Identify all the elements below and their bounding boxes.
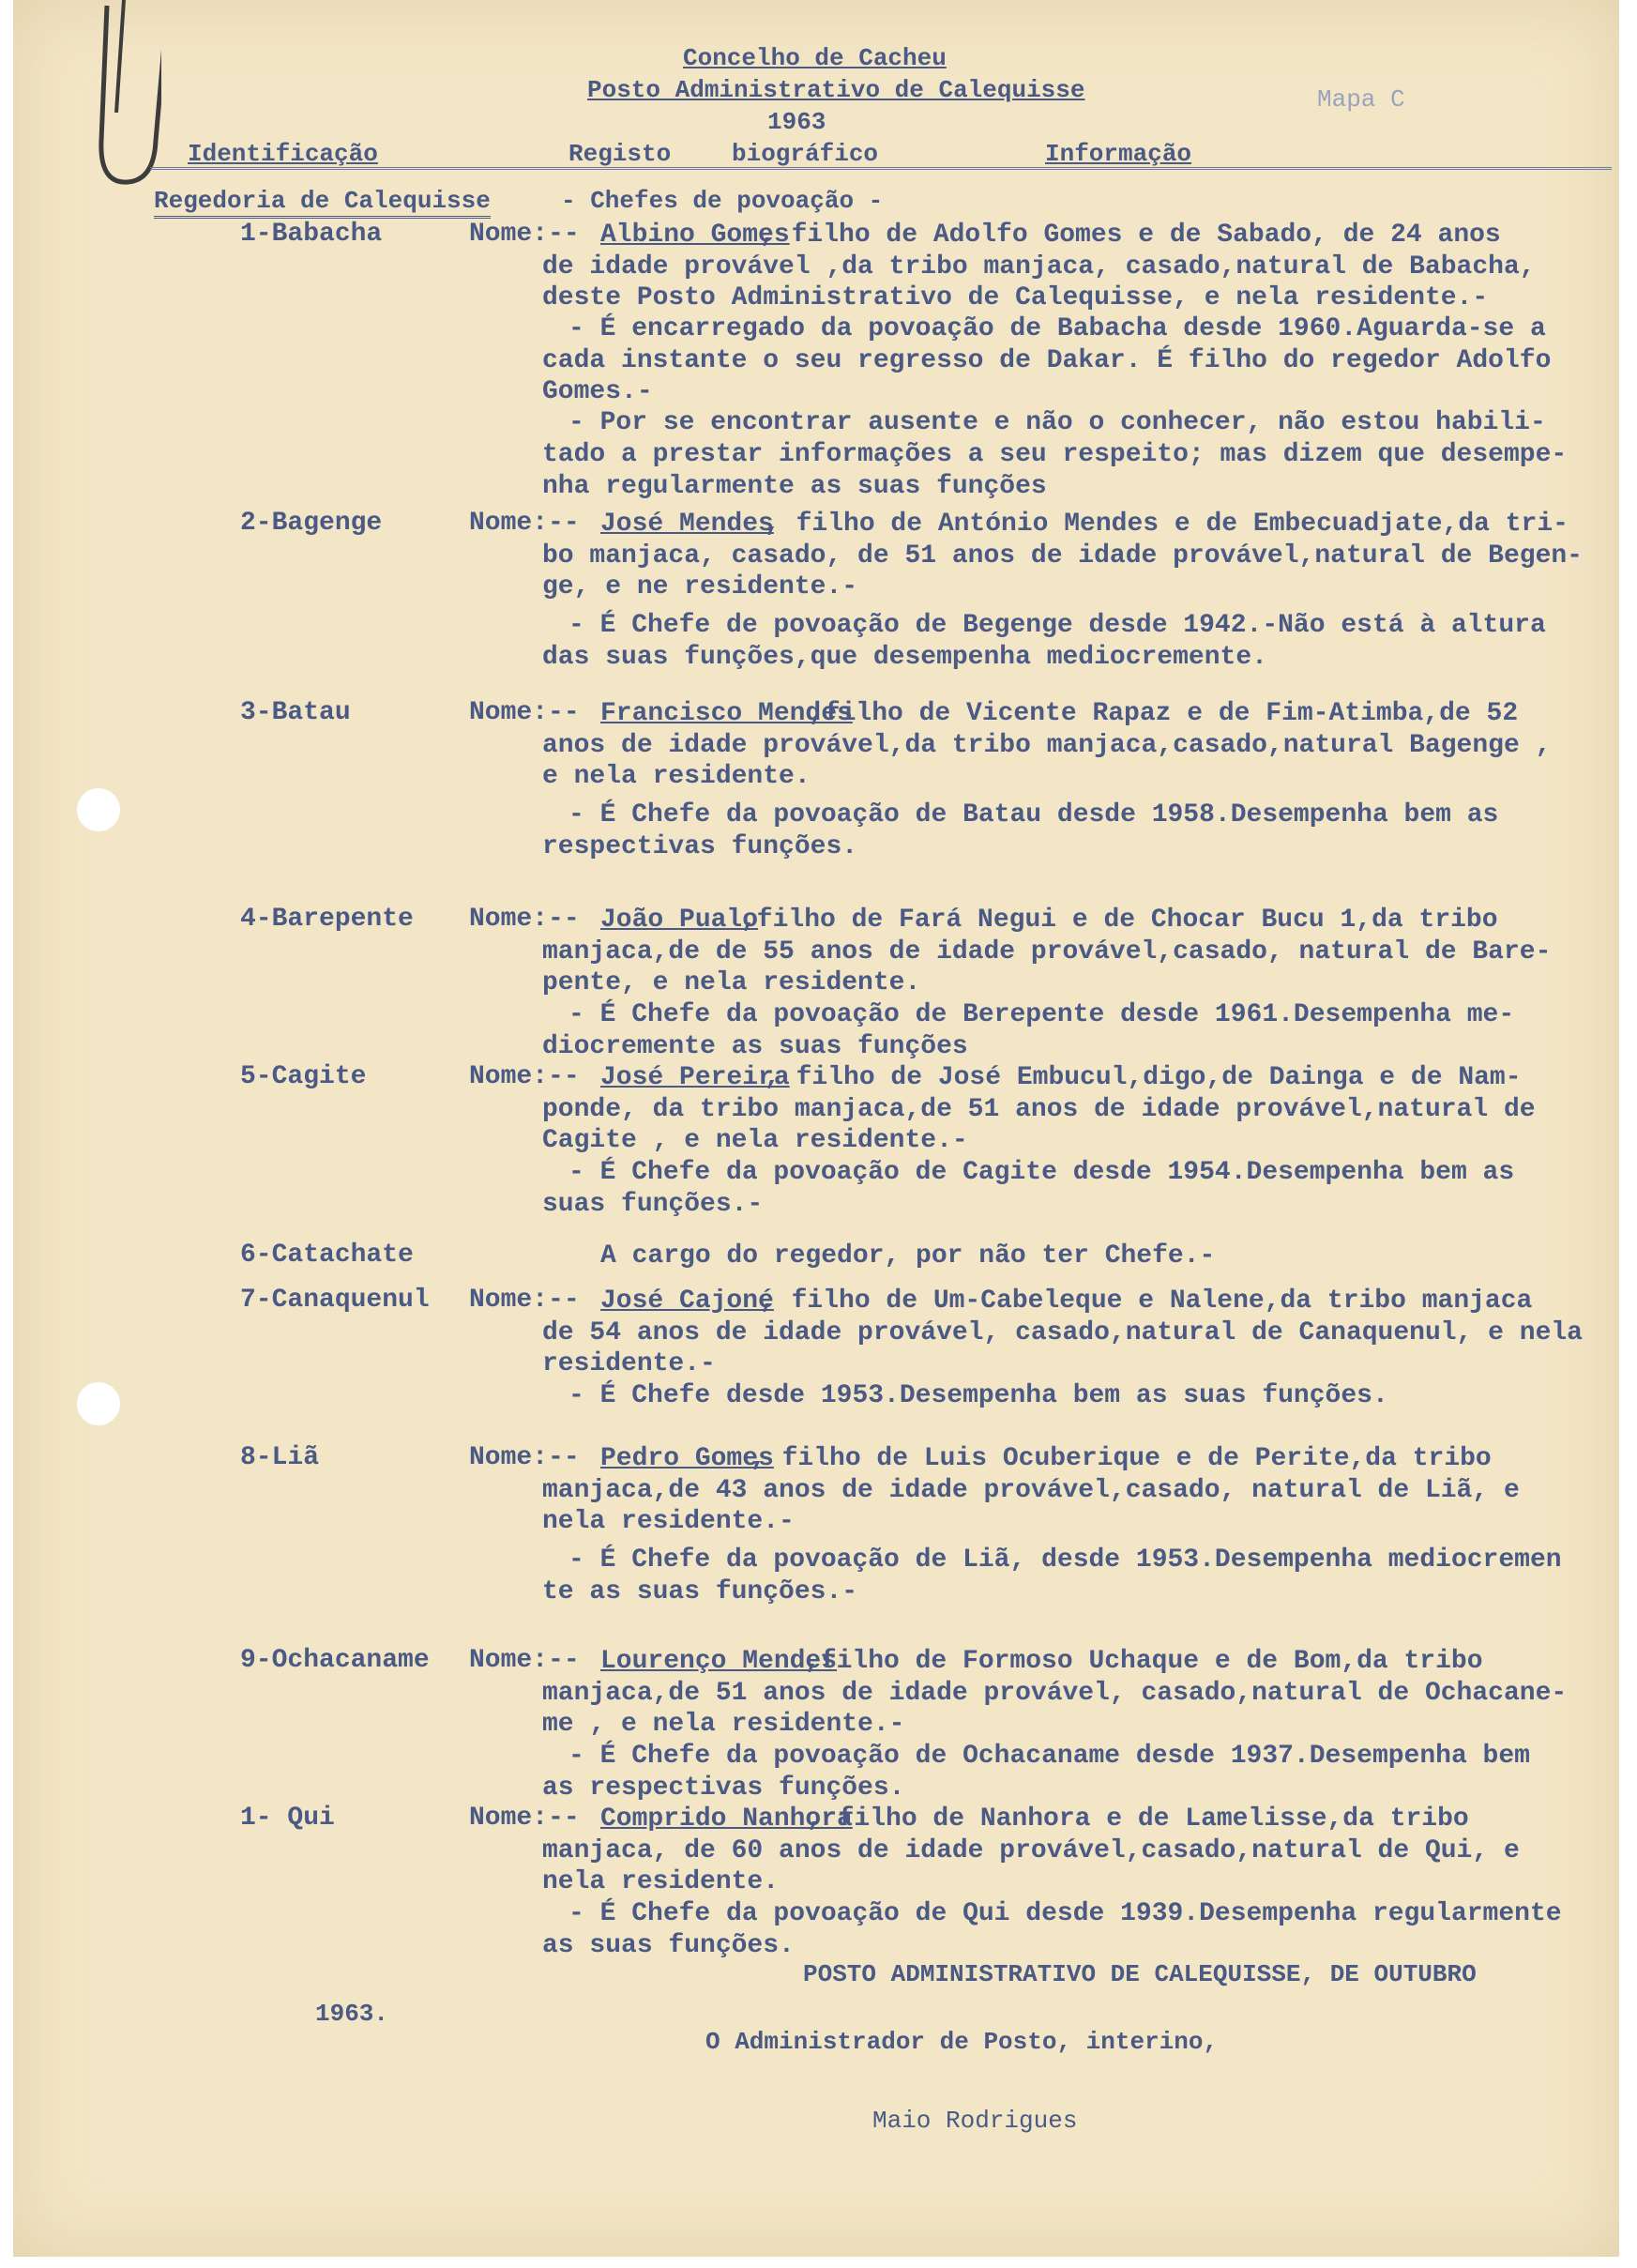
footer-place-date: POSTO ADMINISTRATIVO DE CALEQUISSE, DE OUTUBRO xyxy=(803,1960,1477,1988)
bio-line: residente.- xyxy=(542,1349,716,1378)
bio-line: manjaca, de 60 anos de idade provável,casado,natural de Qui, e xyxy=(542,1836,1520,1865)
entry-id: 9-Ochacaname xyxy=(240,1646,430,1675)
bio-line: de idade provável ,da tribo manjaca, casado,natural de Babacha, xyxy=(542,252,1536,282)
mapa-label: Mapa C xyxy=(1317,85,1405,114)
nome-label: Nome:-- xyxy=(469,698,580,727)
entry-id: 4-Barepente xyxy=(240,905,414,934)
info-line: - É encarregado da povoação de Babacha desde 1960.Aguarda-se a xyxy=(568,314,1546,343)
nome-label: Nome:-- xyxy=(469,509,580,538)
bio-line: de 54 anos de idade provável, casado,natural de Canaquenul, e nela xyxy=(542,1318,1583,1347)
bio-line: diocremente as suas funções xyxy=(542,1032,968,1061)
bio-line: bo manjaca, casado, de 51 anos de idade provável,natural de Begen- xyxy=(542,541,1583,571)
entry-id: 5-Cagite xyxy=(240,1062,367,1091)
concelho-title: Concelho de Cacheu xyxy=(683,44,947,72)
bio-line: deste Posto Administrativo de Calequisse, e nela residente.- xyxy=(542,283,1489,312)
chief-name: Lourenço Mendes xyxy=(600,1647,838,1676)
chief-name: José Mendes xyxy=(600,510,774,539)
chief-name: Pedro Gomes xyxy=(600,1444,774,1473)
chief-name: José Pereira xyxy=(600,1063,790,1092)
bio-line: ponde, da tribo manjaca,de 51 anos de idade provável,natural de xyxy=(542,1095,1536,1124)
bio-line: Gomes.- xyxy=(542,377,653,406)
bio-line: as suas funções. xyxy=(542,1931,795,1960)
paper-clip-icon xyxy=(49,0,161,197)
bio-line: ,filho de Vicente Rapaz e de Fim-Atimba,de 52 xyxy=(809,699,1519,728)
entry-id: 1-Babacha xyxy=(240,220,383,249)
bio-line: , filho de José Embucul,digo,de Dainga e de Nam- xyxy=(765,1063,1522,1092)
nome-label: Nome:-- xyxy=(469,1062,580,1091)
info-line: - É Chefe da povoação de Batau desde 1958.Desempenha bem as xyxy=(568,800,1499,830)
regedoria-label: Regedoria de Calequisse xyxy=(154,186,491,219)
bio-line: manjaca,de de 55 anos de idade provável,casado, natural de Bare- xyxy=(542,937,1552,967)
bio-line: A cargo do regedor, por não ter Chefe.- xyxy=(600,1241,1216,1271)
bio-line: nha regularmente as suas funções xyxy=(542,472,1047,501)
signatory-name: Maio Rodrigues xyxy=(872,2107,1078,2135)
info-line: - Por se encontrar ausente e não o conhecer, não estou habili- xyxy=(568,408,1546,437)
bio-line: das suas funções,que desempenha mediocremente. xyxy=(542,643,1267,672)
chief-name: Comprido Nanhora xyxy=(600,1804,853,1834)
bio-line: nela residente. xyxy=(542,1867,780,1896)
column-header-biografico: biográfico xyxy=(732,140,879,168)
info-line: - É Chefe de povoação de Begenge desde 1942.-Não está à altura xyxy=(568,611,1546,640)
entry-id: 7-Canaquenul xyxy=(240,1286,430,1315)
bio-line: manjaca,de 51 anos de idade provável, casado,natural de Ochacane- xyxy=(542,1679,1568,1708)
year-title: 1963 xyxy=(767,108,826,136)
bio-line: me , e nela residente.- xyxy=(542,1710,905,1739)
bio-line: as respectivas funções. xyxy=(542,1773,905,1803)
info-line: - É Chefe da povoação de Liã, desde 1953.Desempenha mediocremen xyxy=(568,1545,1562,1575)
bio-line: manjaca,de 43 anos de idade provável,casado, natural de Liã, e xyxy=(542,1476,1520,1505)
bio-line: , filho de Nanhora e de Lamelisse,da tribo xyxy=(807,1804,1469,1834)
chief-name: Francisco Mendes xyxy=(600,699,853,728)
header-rule xyxy=(150,167,1612,170)
nome-label: Nome:-- xyxy=(469,1646,580,1675)
bio-line: respectivas funções. xyxy=(542,832,858,861)
column-header-registo: Registo xyxy=(568,140,672,168)
entry-id: 8-Liã xyxy=(240,1443,320,1472)
bio-line: ,filho de Fará Negui e de Chocar Bucu 1,da tribo xyxy=(741,906,1498,935)
bio-line: nela residente.- xyxy=(542,1507,795,1536)
entry-id: 6-Catachate xyxy=(240,1241,414,1270)
nome-label: Nome:-- xyxy=(469,220,580,249)
bio-line: suas funções.- xyxy=(542,1190,764,1219)
info-line: - É Chefe da povoação de Cagite desde 1954.Desempenha bem as xyxy=(568,1158,1515,1187)
bio-line: , filho de Luis Ocuberique e de Perite,da tribo xyxy=(750,1444,1492,1473)
bio-line: cada instante o seu regresso de Dakar. É filho do regedor Adolfo xyxy=(542,346,1552,375)
chief-name: João Pualo xyxy=(600,906,759,935)
regedoria-subtitle: - Chefes de povoação - xyxy=(561,187,884,215)
bio-line: ,filho de Formoso Uchaque e de Bom,da tribo xyxy=(805,1647,1483,1676)
footer-year: 1963. xyxy=(315,2000,389,2028)
column-header-informacao: Informação xyxy=(1045,140,1192,168)
entry-id: 2-Bagenge xyxy=(240,509,383,538)
bio-line: te as suas funções.- xyxy=(542,1577,858,1606)
info-line: - É Chefe da povoação de Berepente desde 1961.Desempenha me- xyxy=(568,1000,1515,1029)
punch-hole xyxy=(77,788,120,831)
signatory-title: O Administrador de Posto, interino, xyxy=(705,2028,1219,2056)
nome-label: Nome:-- xyxy=(469,1286,580,1315)
bio-line: anos de idade provável,da tribo manjaca,casado,natural Bagenge , xyxy=(542,731,1552,760)
punch-hole xyxy=(77,1382,120,1425)
bio-line: tado a prestar informações a seu respeito; mas dizem que desempe- xyxy=(542,440,1568,469)
column-header-identificacao: Identificação xyxy=(188,140,378,168)
bio-line: , filho de Um-Cabeleque e Nalene,da tribo manjaca xyxy=(760,1286,1533,1316)
bio-line: , filho de Adolfo Gomes e de Sabado, de 24 anos xyxy=(760,221,1501,250)
posto-title: Posto Administrativo de Calequisse xyxy=(587,76,1085,104)
chief-name: Albino Gomes xyxy=(600,221,790,250)
info-line: - É Chefe da povoação de Ochacaname desde 1937.Desempenha bem xyxy=(568,1742,1530,1771)
bio-line: Cagite , e nela residente.- xyxy=(542,1126,968,1155)
bio-line: , filho de António Mendes e de Embecuadjate,da tri- xyxy=(765,510,1569,539)
entry-id: 1- Qui xyxy=(240,1804,335,1833)
chief-name: José Cajoné xyxy=(600,1286,774,1316)
bio-line: pente, e nela residente. xyxy=(542,968,921,997)
nome-label: Nome:-- xyxy=(469,1804,580,1833)
bio-line: e nela residente. xyxy=(542,762,811,791)
entry-id: 3-Batau xyxy=(240,698,351,727)
bio-line: ge, e ne residente.- xyxy=(542,572,858,601)
info-line: - É Chefe da povoação de Qui desde 1939.Desempenha regularmente xyxy=(568,1899,1562,1928)
nome-label: Nome:-- xyxy=(469,905,580,934)
info-line: - É Chefe desde 1953.Desempenha bem as suas funções. xyxy=(568,1381,1388,1410)
nome-label: Nome:-- xyxy=(469,1443,580,1472)
